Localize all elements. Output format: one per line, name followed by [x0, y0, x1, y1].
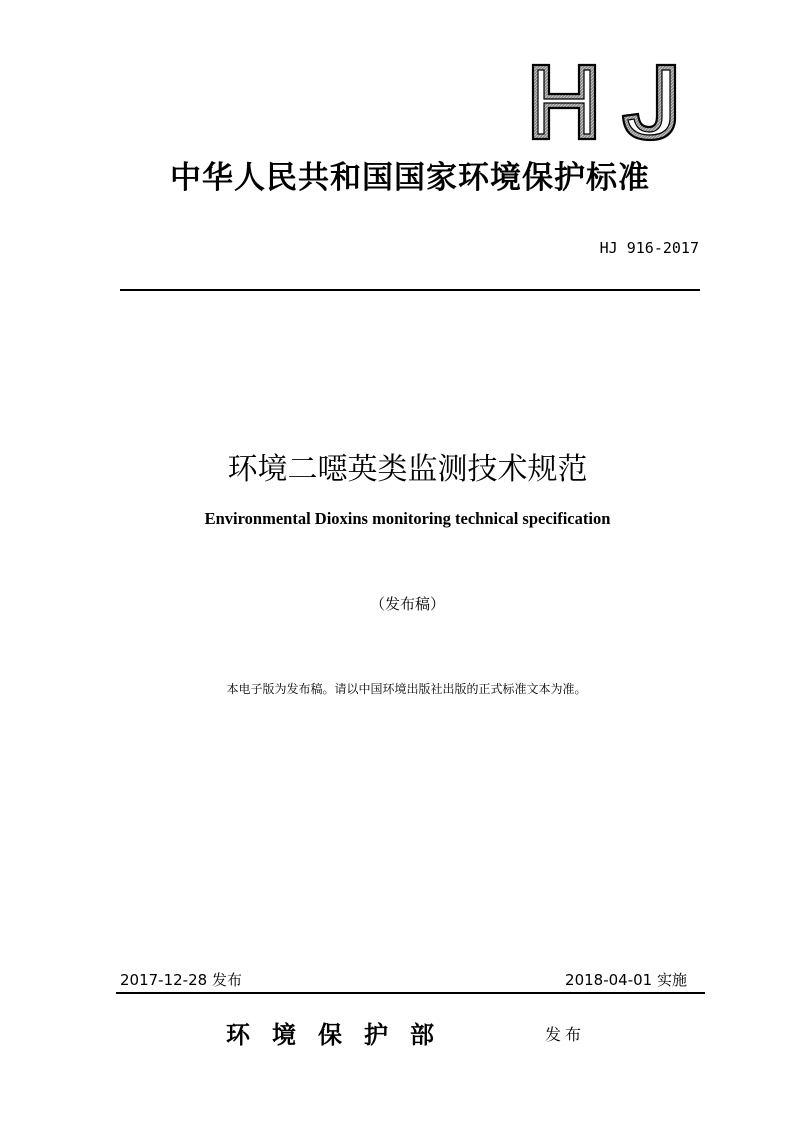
document-title-chinese: 环境二噁英类监测技术规范 — [227, 452, 588, 487]
standard-number: HJ 916-2017 — [599, 239, 699, 257]
footer-divider — [116, 992, 705, 994]
effective-date: 2018-04-01 实施 — [565, 971, 687, 989]
hj-standard-logo-icon — [530, 62, 680, 142]
document-title-english: Environmental Dioxins monitoring technical specification — [204, 509, 611, 528]
header-divider — [120, 289, 700, 291]
issuing-authority-suffix: 发布 — [545, 1025, 586, 1044]
issue-date: 2017-12-28 发布 — [120, 971, 242, 989]
issuing-authority: 环境保护部 — [226, 1020, 456, 1049]
document-notice: 本电子版为发布稿。请以中国环境出版社出版的正式标准文本为准。 — [226, 682, 587, 696]
hj-logo — [530, 62, 680, 142]
document-status: （发布稿） — [369, 595, 445, 613]
organization-title: 中华人民共和国国家环境保护标准 — [170, 160, 650, 196]
